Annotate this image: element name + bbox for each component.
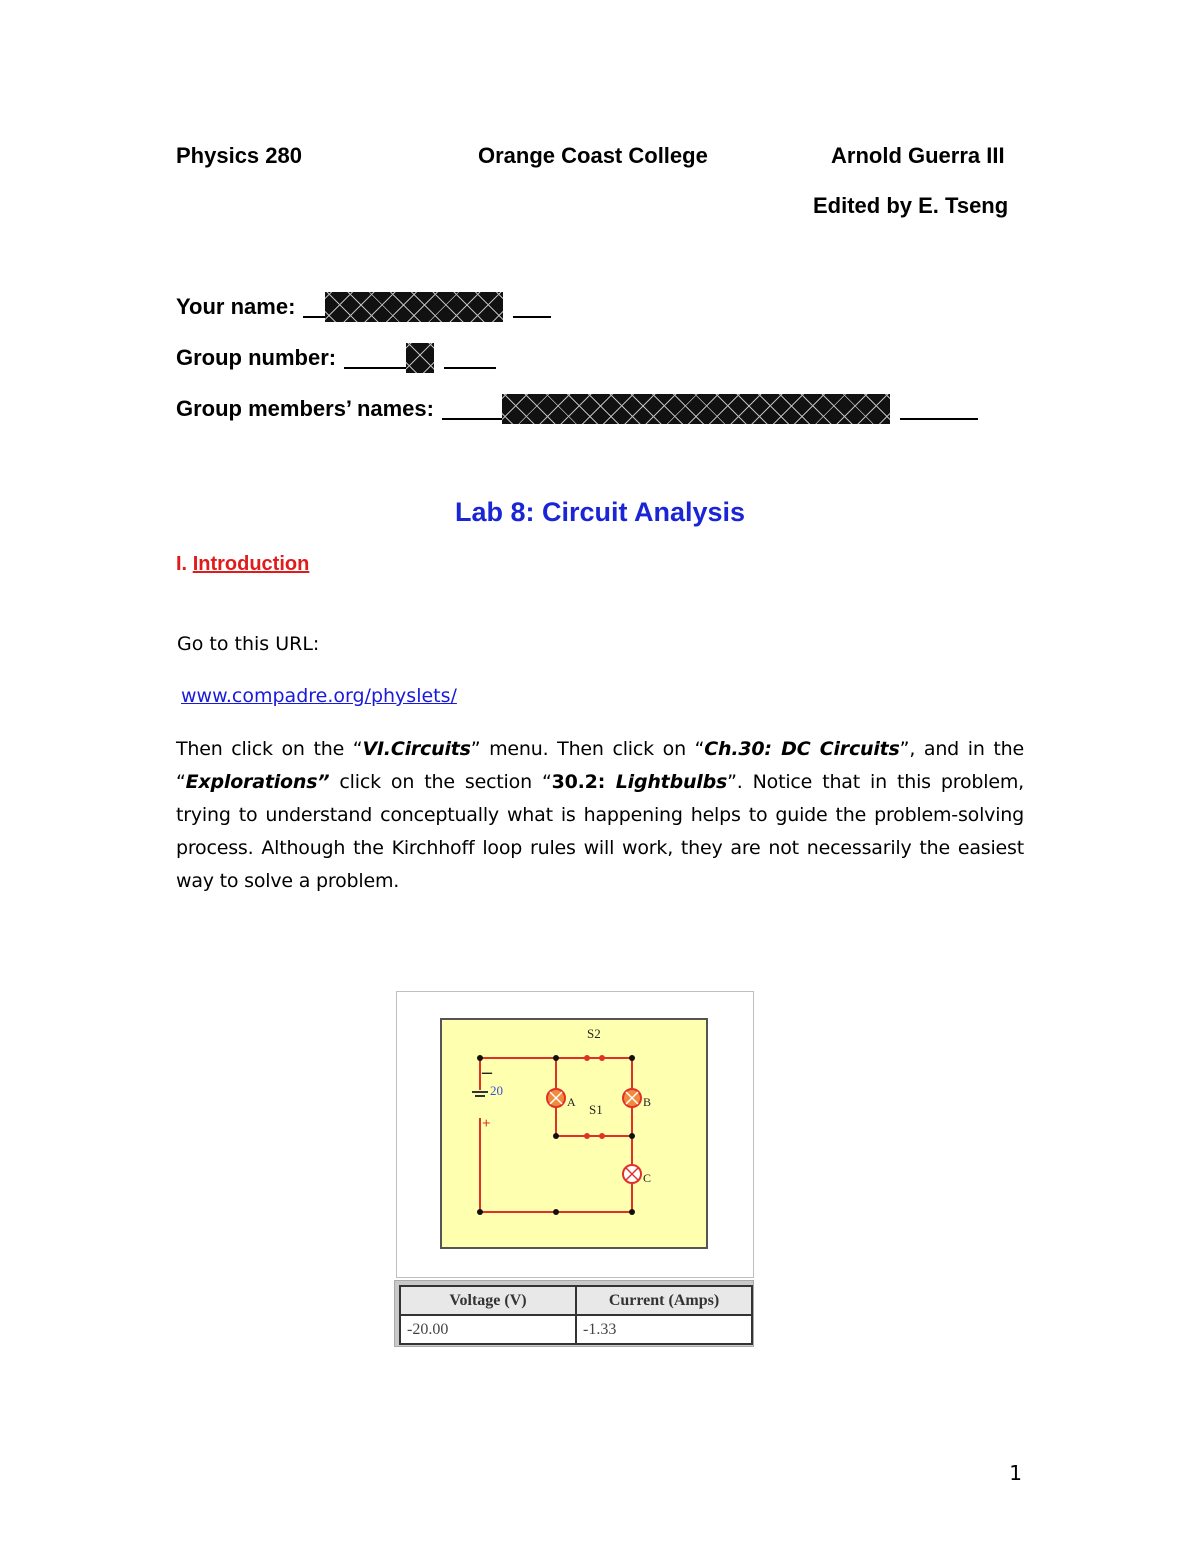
group-members-line bbox=[176, 394, 978, 424]
bulb-b-label: B bbox=[643, 1095, 652, 1109]
node bbox=[477, 1209, 483, 1215]
group-members-redaction bbox=[502, 394, 890, 424]
name-blank-right bbox=[513, 296, 551, 318]
readout-panel bbox=[394, 1280, 754, 1347]
intro-paragraph: Then click on the “VI.Circuits” menu. Then click on “Ch.30: DC Circuits”, and in the “Explorations” click on the section “30.2: Lightbulbs”. Notice that in this problem, trying to understand conceptually what is happening helps to guide the problem-solving process. Although the Kirchhoff loop rules will work, they are not necessarily the easiest way to solve a problem. bbox=[176, 738, 1024, 892]
name-label: Your name: bbox=[176, 294, 296, 319]
voltage-value: -20.00 bbox=[400, 1315, 576, 1344]
author-name: Arnold Guerra III bbox=[831, 143, 1005, 168]
paragraph-text: ”. Notice that in this problem, trying to understand conceptually what is happening helps to guide the problem-solving process. Although the Kirchhoff loop rules will work, they are not necessarily the easiest way to solve a problem. bbox=[176, 771, 1024, 892]
section-number-text: 30.2 bbox=[551, 771, 598, 793]
battery-plus: + bbox=[482, 1116, 491, 1132]
battery bbox=[472, 1061, 503, 1132]
paragraph-text: click on the section “ bbox=[329, 771, 552, 793]
switch-s2-contact bbox=[584, 1055, 590, 1061]
battery-value: 20 bbox=[490, 1083, 503, 1098]
bulb-a bbox=[547, 1089, 576, 1109]
page-number: 1 bbox=[1009, 1461, 1022, 1485]
voltage-header: Voltage (V) bbox=[400, 1286, 576, 1315]
readout-header-row bbox=[400, 1286, 752, 1315]
bulb-a-label: A bbox=[567, 1095, 576, 1109]
group-number-blank-left bbox=[344, 347, 406, 369]
college-name: Orange Coast College bbox=[478, 143, 708, 168]
compadre-link[interactable] bbox=[181, 685, 457, 707]
switch-s1-contact bbox=[599, 1133, 605, 1139]
explorations-text: Explorations” bbox=[185, 771, 330, 793]
bulb-c bbox=[623, 1165, 651, 1185]
node bbox=[553, 1055, 559, 1061]
node bbox=[629, 1055, 635, 1061]
node bbox=[629, 1209, 635, 1215]
group-number-blank-right bbox=[444, 347, 496, 369]
chapter-text: Ch.30: DC Circuits bbox=[704, 738, 900, 760]
compadre-link-text[interactable]: www.compadre.org/physlets/ bbox=[181, 685, 457, 707]
switch-s2-label: S2 bbox=[587, 1026, 601, 1041]
readout-value-row bbox=[400, 1315, 752, 1344]
paragraph-text: ”, and in the “ bbox=[176, 738, 1024, 793]
paragraph-text: ” menu. Then click on “ bbox=[470, 738, 705, 760]
group-members-blank-left bbox=[442, 398, 502, 420]
switch-s2-contact bbox=[599, 1055, 605, 1061]
name-blank-left bbox=[303, 296, 325, 318]
bulb-c-label: C bbox=[643, 1171, 652, 1185]
node bbox=[629, 1133, 635, 1139]
node bbox=[477, 1055, 483, 1061]
edited-by: Edited by E. Tseng bbox=[813, 193, 1009, 218]
section-number: I. bbox=[176, 553, 188, 575]
node bbox=[553, 1133, 559, 1139]
url-prompt: Go to this URL: bbox=[177, 633, 320, 655]
group-number-label: Group number: bbox=[176, 345, 337, 370]
node bbox=[553, 1209, 559, 1215]
section-name-text: Lightbulbs bbox=[615, 771, 728, 793]
circuit-diagram bbox=[440, 1018, 708, 1249]
name-line bbox=[176, 292, 551, 322]
bulb-b bbox=[623, 1089, 651, 1109]
course-name: Physics 280 bbox=[176, 143, 302, 168]
circuit-svg bbox=[442, 1020, 706, 1247]
group-members-label: Group members’ names: bbox=[176, 396, 434, 421]
current-header: Current (Amps) bbox=[576, 1286, 752, 1315]
paragraph-text: Then click on the “ bbox=[176, 738, 363, 760]
switch-s1-contact bbox=[584, 1133, 590, 1139]
lab-title: Lab 8: Circuit Analysis bbox=[454, 497, 746, 527]
group-number-line bbox=[176, 343, 496, 373]
switch-s1-label: S1 bbox=[589, 1102, 603, 1117]
switch-contacts bbox=[584, 1055, 605, 1139]
battery-minus: – bbox=[482, 1061, 492, 1083]
section-title: Introduction bbox=[192, 553, 310, 575]
section-heading bbox=[176, 553, 309, 576]
name-redaction bbox=[325, 292, 503, 322]
group-members-blank-right bbox=[900, 398, 978, 420]
group-number-redaction bbox=[406, 343, 434, 373]
menu-circuits-text: VI.Circuits bbox=[362, 738, 471, 760]
current-value: -1.33 bbox=[576, 1315, 752, 1344]
readout-table bbox=[399, 1285, 753, 1345]
